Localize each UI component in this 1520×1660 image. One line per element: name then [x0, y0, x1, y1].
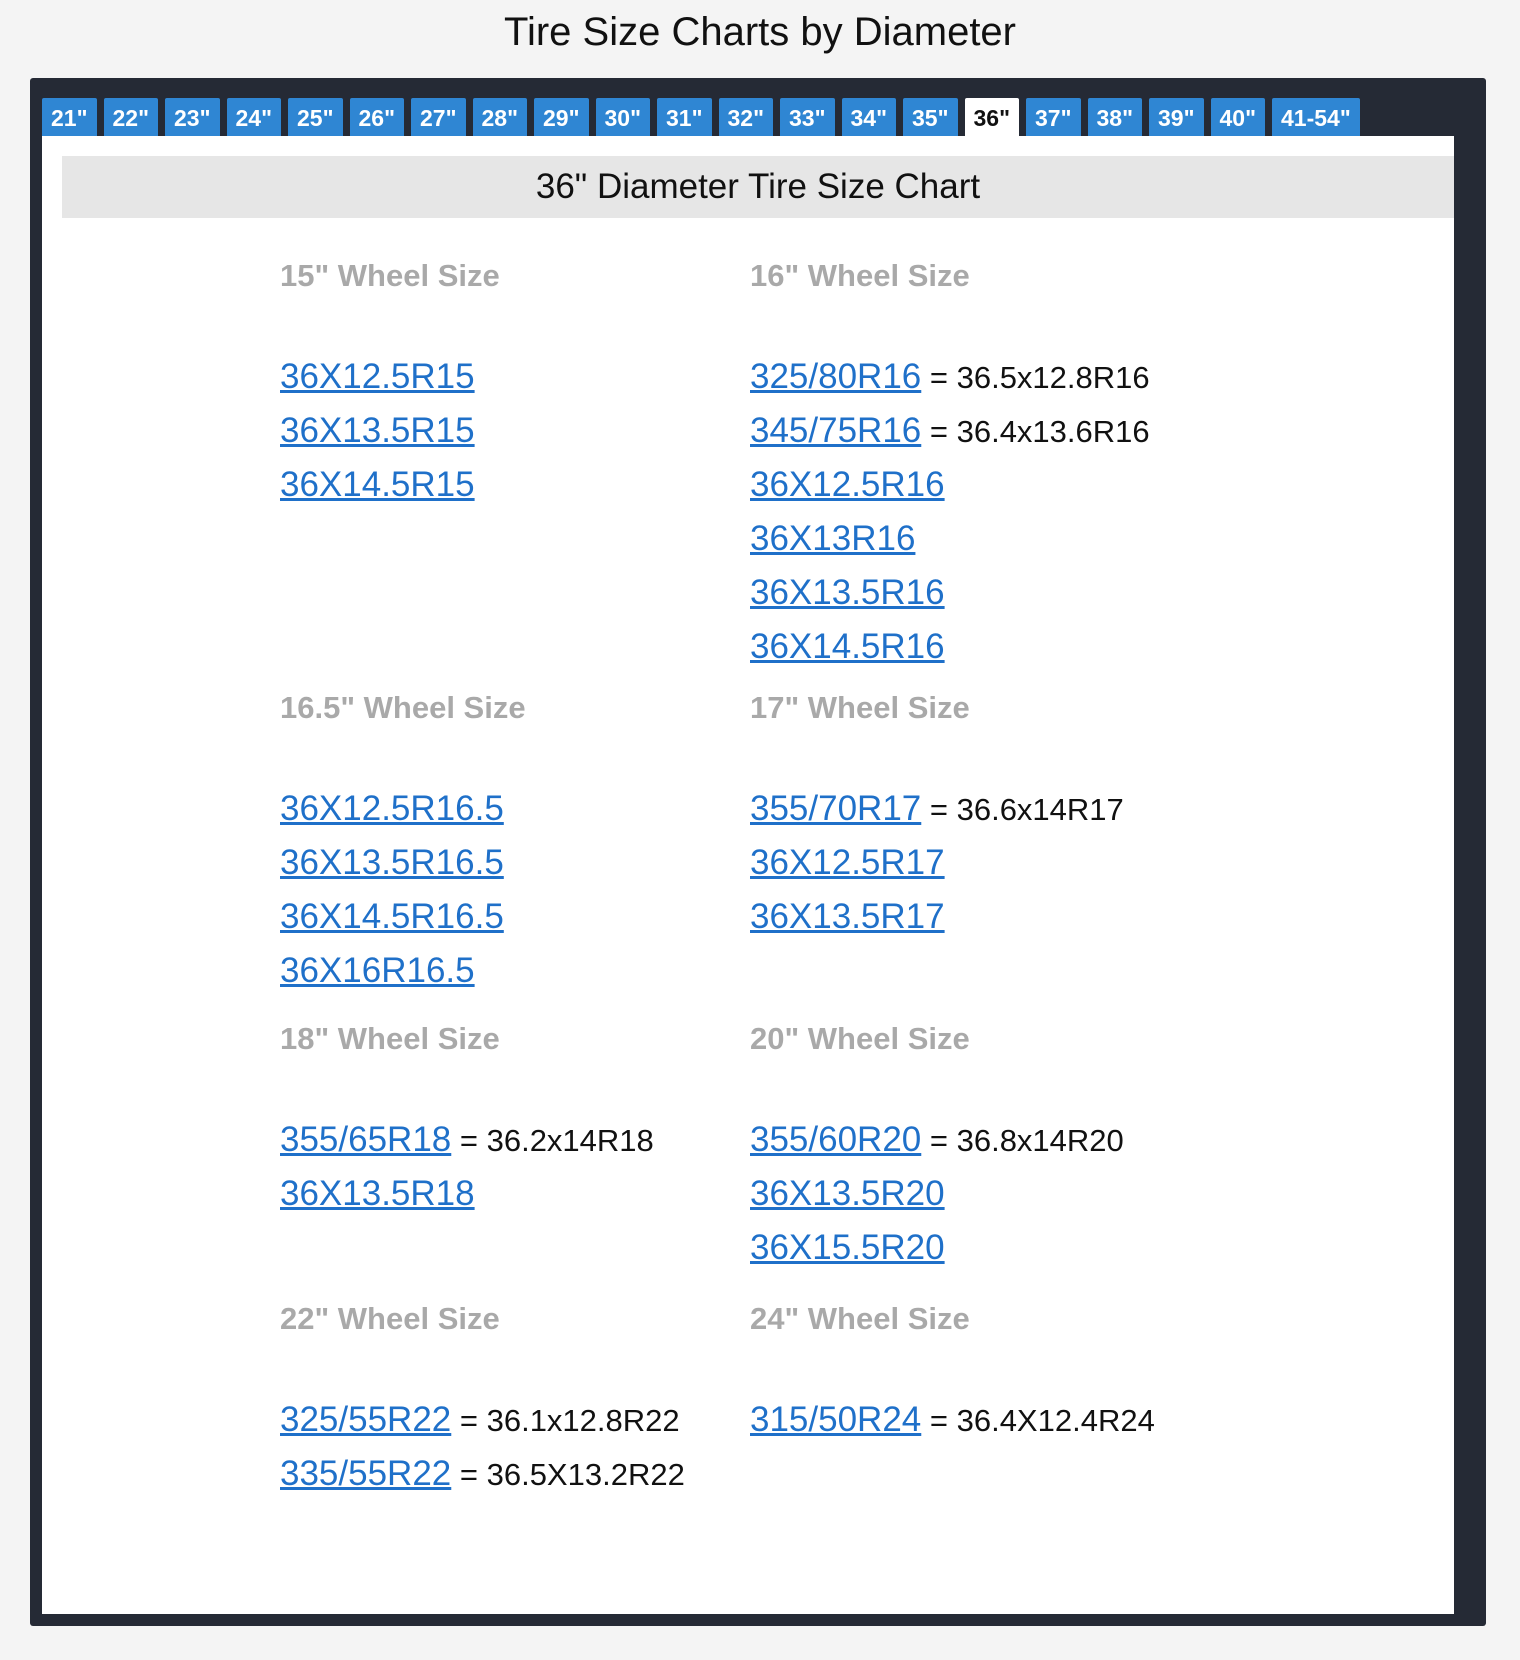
tire-size-link[interactable]: 325/80R16 — [750, 357, 922, 396]
chart-frame — [30, 78, 1486, 1626]
tab-diameter[interactable]: 30" — [596, 98, 651, 136]
list-item — [280, 1167, 654, 1221]
list-item — [280, 944, 526, 998]
tire-size-link[interactable]: 355/60R20 — [750, 1120, 922, 1159]
tire-size-link[interactable]: 325/55R22 — [280, 1400, 452, 1439]
tab-diameter[interactable]: 38" — [1088, 98, 1143, 136]
tire-size-list — [280, 350, 500, 512]
wheel-size-heading: 24" Wheel Size — [750, 1301, 970, 1336]
wheel-size-heading: 20" Wheel Size — [750, 1021, 970, 1056]
list-item — [280, 458, 500, 512]
wheel-size-section — [750, 1299, 1155, 1447]
tab-diameter[interactable]: 28" — [473, 98, 528, 136]
list-item — [750, 458, 1150, 512]
list-item — [750, 620, 1150, 674]
tire-size-link[interactable]: 36X12.5R17 — [750, 843, 945, 882]
list-item — [750, 836, 1124, 890]
tire-size-link[interactable]: 36X13.5R15 — [280, 411, 475, 450]
tab-diameter[interactable]: 23" — [165, 98, 220, 136]
tire-size-link[interactable]: 335/55R22 — [280, 1454, 452, 1493]
tire-size-link[interactable]: 36X14.5R16 — [750, 627, 945, 666]
list-item — [750, 512, 1150, 566]
list-item — [280, 1447, 685, 1501]
equivalent-size: = 36.8x14R20 — [921, 1123, 1124, 1158]
list-item — [280, 1393, 685, 1447]
tire-size-link[interactable]: 36X16R16.5 — [280, 951, 475, 990]
tire-size-link[interactable]: 355/65R18 — [280, 1120, 452, 1159]
equivalent-size: = 36.5x12.8R16 — [921, 360, 1150, 395]
tire-size-list — [750, 782, 1124, 944]
tire-size-list — [280, 1393, 685, 1501]
tire-size-list — [280, 1113, 654, 1221]
list-item — [750, 350, 1150, 404]
list-item — [750, 404, 1150, 458]
chart-panel — [42, 136, 1454, 1614]
tire-size-link[interactable]: 36X13R16 — [750, 519, 916, 558]
list-item — [280, 404, 500, 458]
wheel-size-heading: 22" Wheel Size — [280, 1301, 500, 1336]
page-title: Tire Size Charts by Diameter — [504, 10, 1016, 54]
tire-size-link[interactable]: 36X13.5R17 — [750, 897, 945, 936]
tab-diameter[interactable]: 34" — [842, 98, 897, 136]
tire-size-link[interactable]: 36X14.5R16.5 — [280, 897, 504, 936]
tab-diameter[interactable]: 27" — [411, 98, 466, 136]
tire-size-link[interactable]: 355/70R17 — [750, 789, 922, 828]
list-item — [750, 890, 1124, 944]
tire-size-link[interactable]: 36X12.5R16 — [750, 465, 945, 504]
tab-diameter[interactable]: 24" — [227, 98, 282, 136]
tab-diameter[interactable]: 41-54" — [1272, 98, 1360, 136]
tab-diameter[interactable]: 36" — [965, 98, 1020, 136]
tire-size-list — [750, 1393, 1155, 1447]
wheel-size-section — [280, 688, 526, 998]
tire-size-link[interactable]: 36X13.5R18 — [280, 1174, 475, 1213]
tire-size-link[interactable]: 36X15.5R20 — [750, 1228, 945, 1267]
tab-diameter[interactable]: 26" — [350, 98, 405, 136]
equivalent-size: = 36.4X12.4R24 — [921, 1403, 1155, 1438]
tab-diameter[interactable]: 40" — [1211, 98, 1266, 136]
tab-diameter[interactable]: 37" — [1026, 98, 1081, 136]
equivalent-size: = 36.6x14R17 — [921, 792, 1124, 827]
tire-size-list — [750, 1113, 1124, 1275]
list-item — [280, 1113, 654, 1167]
tab-diameter[interactable]: 25" — [288, 98, 343, 136]
wheel-size-section — [280, 1299, 685, 1501]
wheel-size-heading: 16" Wheel Size — [750, 258, 970, 293]
tab-diameter[interactable]: 32" — [719, 98, 774, 136]
list-item — [280, 350, 500, 404]
tab-diameter[interactable]: 35" — [903, 98, 958, 136]
list-item — [280, 890, 526, 944]
tire-size-list — [280, 782, 526, 998]
tab-diameter[interactable]: 31" — [657, 98, 712, 136]
tire-size-link[interactable]: 36X12.5R16.5 — [280, 789, 504, 828]
equivalent-size: = 36.2x14R18 — [451, 1123, 654, 1158]
tire-size-link[interactable]: 36X13.5R16.5 — [280, 843, 504, 882]
wheel-size-section — [280, 1019, 654, 1221]
tire-size-link[interactable]: 36X13.5R20 — [750, 1174, 945, 1213]
diameter-tab-bar — [42, 98, 1360, 136]
equivalent-size: = 36.1x12.8R22 — [451, 1403, 680, 1438]
tire-size-link[interactable]: 315/50R24 — [750, 1400, 922, 1439]
list-item — [750, 566, 1150, 620]
list-item — [750, 1167, 1124, 1221]
wheel-size-heading: 16.5" Wheel Size — [280, 690, 526, 725]
tire-size-list — [750, 350, 1150, 674]
tire-size-link[interactable]: 345/75R16 — [750, 411, 922, 450]
wheel-size-section — [750, 256, 1150, 674]
tire-size-link[interactable]: 36X13.5R16 — [750, 573, 945, 612]
list-item — [750, 1221, 1124, 1275]
tab-diameter[interactable]: 22" — [104, 98, 159, 136]
list-item — [280, 782, 526, 836]
list-item — [750, 1113, 1124, 1167]
tab-diameter[interactable]: 33" — [780, 98, 835, 136]
equivalent-size: = 36.4x13.6R16 — [921, 414, 1150, 449]
tab-diameter[interactable]: 21" — [42, 98, 97, 136]
tire-size-link[interactable]: 36X14.5R15 — [280, 465, 475, 504]
tab-diameter[interactable]: 29" — [534, 98, 589, 136]
tab-diameter[interactable]: 39" — [1149, 98, 1204, 136]
list-item — [750, 782, 1124, 836]
wheel-size-section — [750, 1019, 1124, 1275]
tire-size-link[interactable]: 36X12.5R15 — [280, 357, 475, 396]
equivalent-size: = 36.5X13.2R22 — [451, 1457, 685, 1492]
wheel-size-heading: 18" Wheel Size — [280, 1021, 500, 1056]
wheel-size-heading: 17" Wheel Size — [750, 690, 970, 725]
chart-title: 36" Diameter Tire Size Chart — [62, 156, 1454, 218]
wheel-size-heading: 15" Wheel Size — [280, 258, 500, 293]
wheel-size-section — [280, 256, 500, 512]
list-item — [280, 836, 526, 890]
wheel-size-section — [750, 688, 1124, 944]
list-item — [750, 1393, 1155, 1447]
